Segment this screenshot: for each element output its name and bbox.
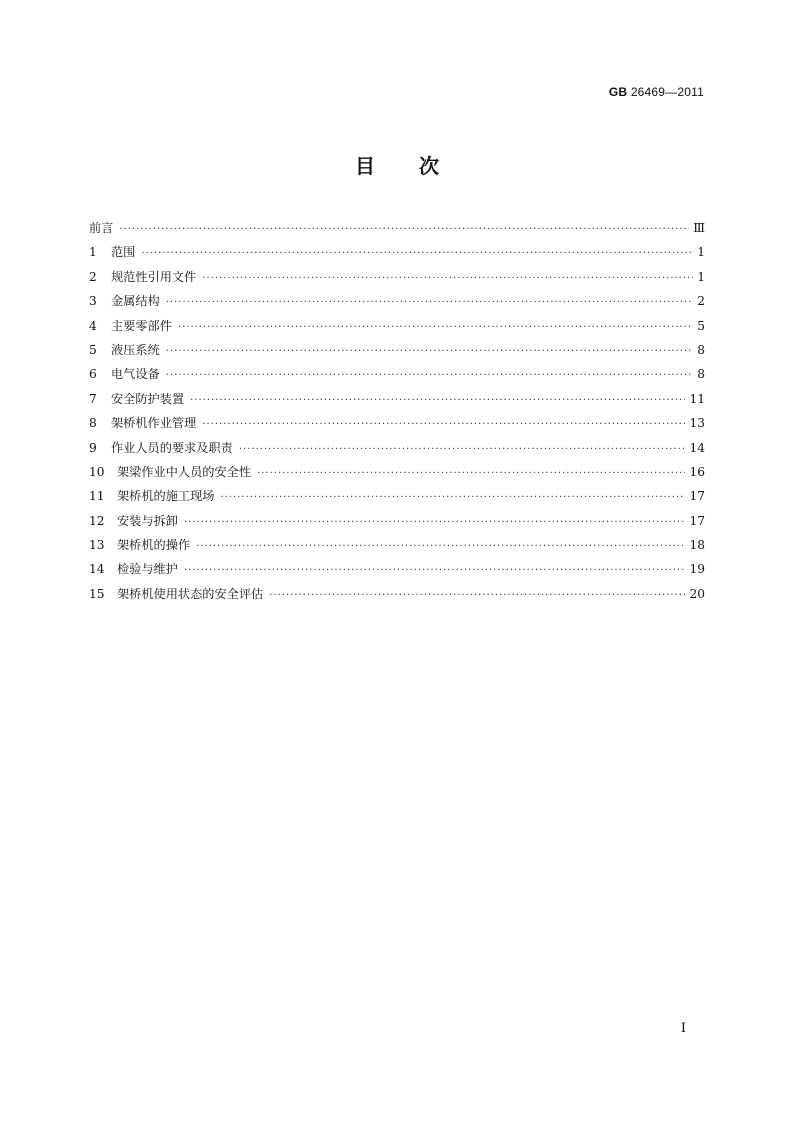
toc-dot-leader: [166, 291, 693, 315]
toc-dot-leader: [202, 413, 685, 437]
toc-dot-leader: [202, 267, 693, 291]
title-char-2: 次: [419, 154, 439, 178]
toc-entry-page: 8: [697, 342, 705, 357]
toc-entry[interactable]: [89, 314, 705, 338]
toc-dot-leader: [166, 340, 693, 364]
toc-entry-label: 作业人员的要求及职责: [111, 440, 233, 455]
toc-entry-number: 1: [89, 245, 97, 260]
standard-code-number: 26469—2011: [630, 85, 704, 99]
toc-entry-number: 3: [89, 294, 97, 309]
toc-entry-label: 电气设备: [111, 367, 160, 382]
toc-entry-label: 架桥机作业管理: [111, 416, 197, 431]
toc-entry-label: 检验与维护: [117, 562, 178, 577]
toc-entry-page: 16: [689, 464, 705, 479]
toc-entry-number: 9: [89, 440, 97, 455]
toc-entry-label: 金属结构: [111, 294, 160, 309]
toc-entry-number: 5: [89, 342, 97, 357]
toc-dot-leader: [257, 462, 685, 486]
toc-entry-number: 15: [89, 586, 105, 601]
toc-entry-page: 17: [689, 489, 705, 504]
toc-entry-number: 14: [89, 562, 105, 577]
toc-entry-number: 2: [89, 269, 97, 284]
toc-entry-page: 19: [689, 562, 705, 577]
toc-dot-leader: [221, 486, 686, 510]
toc-entry-label: 范围: [111, 245, 136, 260]
toc-dot-leader: [166, 364, 693, 388]
toc-entry-page: 8: [697, 367, 705, 382]
toc-dot-leader: [141, 242, 693, 266]
toc-entry-number: 12: [89, 513, 105, 528]
title-char-1: 目: [355, 154, 375, 178]
toc-entry[interactable]: [89, 265, 705, 289]
toc-entry-page: 20: [689, 586, 705, 601]
toc-entry-label: 主要零部件: [111, 318, 172, 333]
toc-entry[interactable]: [89, 387, 705, 411]
page-title: [0, 150, 794, 179]
toc-entry-number: 13: [89, 538, 105, 553]
toc-entry-number: 6: [89, 367, 97, 382]
toc-entry-page: 2: [697, 294, 705, 309]
toc-entry[interactable]: [89, 338, 705, 362]
toc-entry[interactable]: [89, 557, 705, 581]
toc-entry-number: 11: [89, 489, 105, 504]
toc-entry-foreword[interactable]: [89, 216, 705, 240]
toc-dot-leader: [178, 316, 693, 340]
toc-entry[interactable]: [89, 509, 705, 533]
toc-entry[interactable]: [89, 460, 705, 484]
toc-dot-leader: [269, 584, 685, 608]
toc-entry-number: 10: [89, 464, 105, 479]
toc-entry-number: 7: [89, 391, 97, 406]
toc-entry-label: 液压系统: [111, 342, 160, 357]
toc-entry-number: 8: [89, 416, 97, 431]
toc-dot-leader: [119, 218, 689, 242]
toc-entry-page: 17: [689, 513, 705, 528]
toc-entry[interactable]: [89, 411, 705, 435]
standard-code: [609, 85, 704, 99]
toc-entry-number: 4: [89, 318, 97, 333]
toc-entry-page: 18: [689, 538, 705, 553]
toc-entry[interactable]: [89, 533, 705, 557]
toc-entry-page: 5: [697, 318, 705, 333]
toc-entry-label: 规范性引用文件: [111, 269, 197, 284]
toc-dot-leader: [239, 438, 686, 462]
toc-entry-page: Ⅲ: [693, 221, 705, 235]
toc-entry[interactable]: [89, 240, 705, 264]
page-folio: I: [680, 1021, 686, 1036]
toc-dot-leader: [196, 535, 685, 559]
toc-dot-leader: [184, 511, 686, 535]
toc-dot-leader: [184, 559, 686, 583]
toc-entry-page: 1: [697, 269, 705, 284]
toc-entry-label: 安全防护装置: [111, 391, 185, 406]
toc-entry-label: 架梁作业中人员的安全性: [117, 464, 252, 479]
toc-entry-page: 11: [689, 391, 705, 406]
toc-entry-label: 架桥机的施工现场: [117, 489, 215, 504]
toc-entry-label: 前言: [89, 221, 114, 235]
table-of-contents: [89, 216, 705, 606]
toc-entry-page: 14: [689, 440, 705, 455]
toc-entry[interactable]: [89, 289, 705, 313]
standard-code-prefix: GB: [608, 85, 628, 99]
toc-entry-label: 架桥机的操作: [117, 538, 191, 553]
toc-entry-label: 架桥机使用状态的安全评估: [117, 586, 264, 601]
toc-entry[interactable]: [89, 484, 705, 508]
toc-entry-page: 13: [689, 416, 705, 431]
toc-entry[interactable]: [89, 436, 705, 460]
toc-entry-page: 1: [697, 245, 705, 260]
toc-entry[interactable]: [89, 582, 705, 606]
toc-entry-label: 安装与拆卸: [117, 513, 178, 528]
toc-entry[interactable]: [89, 362, 705, 386]
toc-dot-leader: [190, 389, 685, 413]
